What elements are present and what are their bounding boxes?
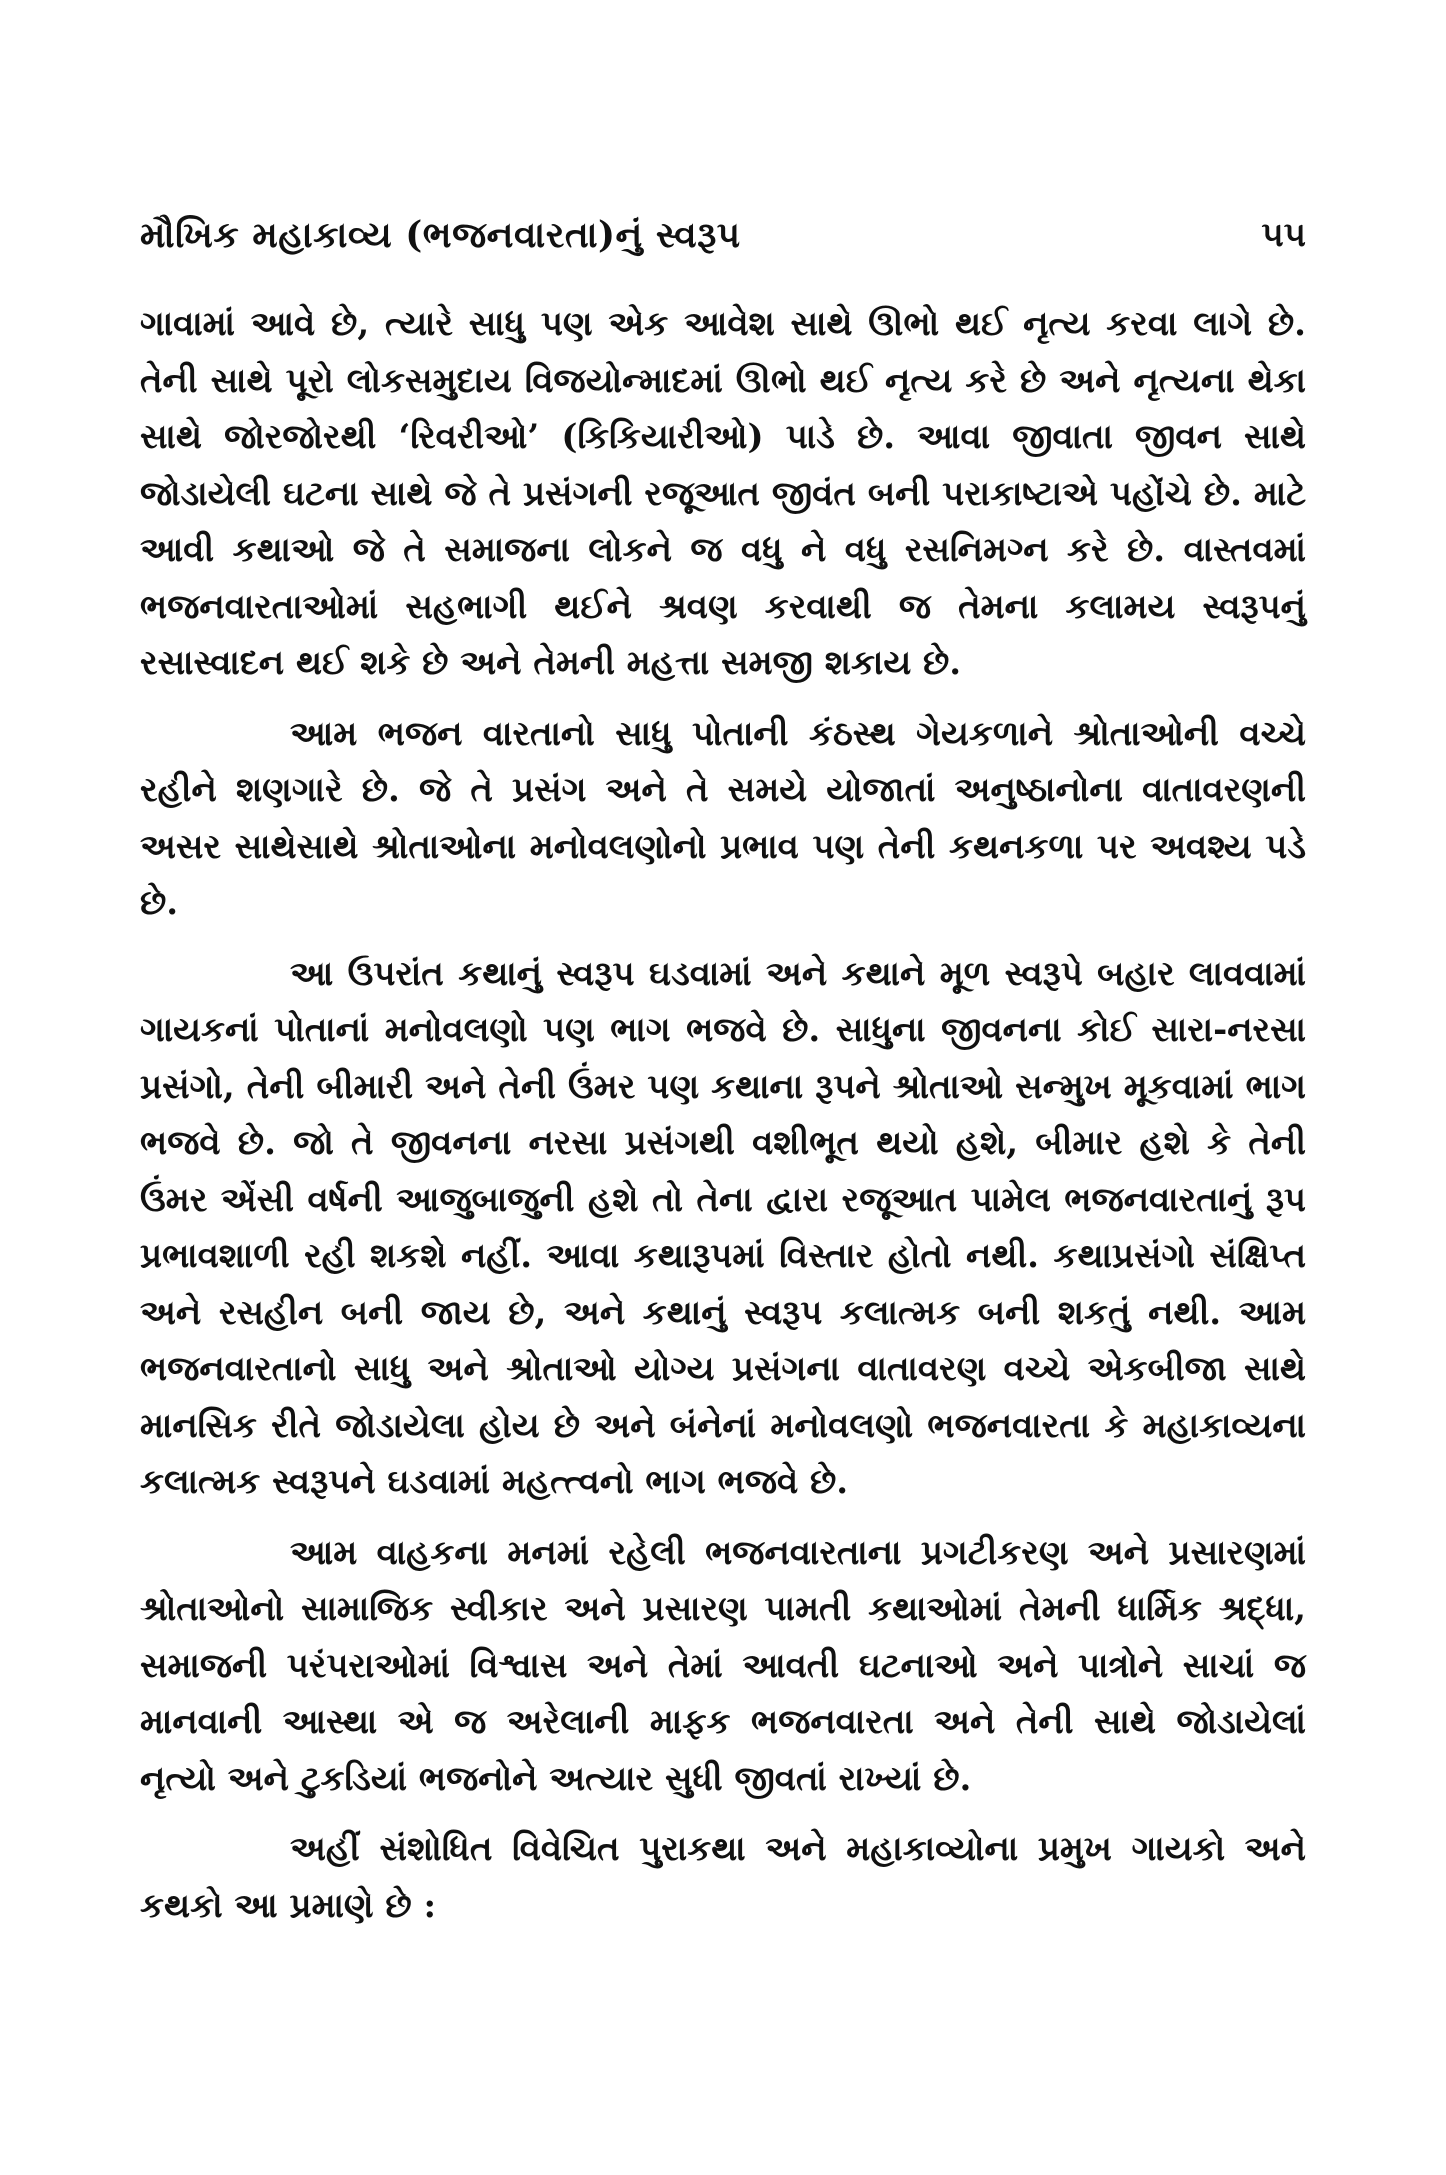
paragraph-4: આમ વાહકના મનમાં રહેલી ભજનવારતાના પ્રગટીકરણ અને પ્રસારણમાં શ્રોતાઓનો સામાજિક સ્વીકાર અને પ્રસારણ પામતી કથાઓમાં તેમની ધાર્મિક શ્રદ્ધા, સમાજની પરંપરાઓમાં વિશ્વાસ અને તેમાં આવતી ઘટનાઓ અને પાત્રોને સાચાં જ માનવાની આસ્થા એ જ અરેલાની માફક ભજનવારતા અને તેની સાથે જોડાયેલાં નૃત્યો અને ટુકડિયાં ભજનોને અત્યાર સુધી જીવતાં રાખ્યાં છે. [140, 1532, 1306, 1799]
page-number: ૫૫ [1261, 215, 1306, 255]
running-header [140, 205, 1306, 265]
body-text [140, 296, 1306, 1948]
paragraph-1: ગાવામાં આવે છે, ત્યારે સાધુ પણ એક આવેશ સાથે ઊભો થઈ નૃત્ય કરવા લાગે છે. તેની સાથે પૂરો લોકસમુદાય વિજયોન્માદમાં ઊભો થઈ નૃત્ય કરે છે અને નૃત્યના થેકા સાથે જોરજોરથી ‘રિવરીઓ’ (કિકિયારીઓ) પાડે છે. આવા જીવાતા જીવન સાથે જોડાયેલી ઘટના સાથે જે તે પ્રસંગની રજૂઆત જીવંત બની પરાકાષ્ટાએ પહોંચે છે. માટે આવી કથાઓ જે તે સમાજના લોકને જ વધુ ને વધુ રસનિમગ્ન કરે છે. વાસ્તવમાં ભજનવારતાઓમાં સહભાગી થઈને શ્રવણ કરવાથી જ તેમના કલામય સ્વરૂપનું રસાસ્વાદન થઈ શકે છે અને તેમની મહત્તા સમજી શકાય છે. [140, 304, 1306, 683]
chapter-title: મૌખિક મહાકાવ્ય (ભજનવારતા)નું સ્વરૂપ [140, 213, 741, 256]
paragraph-5: અહીં સંશોધિત વિવેચિત પુરાકથા અને મહાકાવ્યોના પ્રમુખ ગાયકો અને કથકો આ પ્રમાણે છે : [140, 1829, 1306, 1926]
paragraph-2: આમ ભજન વારતાનો સાધુ પોતાની કંઠસ્થ ગેયકળાને શ્રોતાઓની વચ્ચે રહીને શણગારે છે. જે તે પ્રસંગ અને તે સમયે યોજાતાં અનુષ્ઠાનોના વાતાવરણની અસર સાથેસાથે શ્રોતાઓના મનોવલણોનો પ્રભાવ પણ તેની કથનકળા પર અવશ્ય પડે છે. [140, 713, 1306, 923]
paragraph-3: આ ઉપરાંત કથાનું સ્વરૂપ ઘડવામાં અને કથાને મૂળ સ્વરૂપે બહાર લાવવામાં ગાયકનાં પોતાનાં મનોવલણો પણ ભાગ ભજવે છે. સાધુના જીવનના કોઈ સારા-નરસા પ્રસંગો, તેની બીમારી અને તેની ઉંમર પણ કથાના રૂપને શ્રોતાઓ સન્મુખ મૂકવામાં ભાગ ભજવે છે. જો તે જીવનના નરસા પ્રસંગથી વશીભૂત થયો હશે, બીમાર હશે કે તેની ઉંમર એંસી વર્ષની આજુબાજુની હશે તો તેના દ્વારા રજૂઆત પામેલ ભજનવારતાનું રૂપ પ્રભાવશાળી રહી શકશે નહીં. આવા કથારૂપમાં વિસ્તાર હોતો નથી. કથાપ્રસંગો સંક્ષિપ્ત અને રસહીન બની જાય છે, અને કથાનું સ્વરૂપ કલાત્મક બની શકતું નથી. આમ ભજનવારતાનો સાધુ અને શ્રોતાઓ યોગ્ય પ્રસંગના વાતાવરણ વચ્ચે એકબીજા સાથે માનસિક રીતે જોડાયેલા હોય છે અને બંનેનાં મનોવલણો ભજનવારતા કે મહાકાવ્યના કલાત્મક સ્વરૂપને ઘડવામાં મહત્ત્વનો ભાગ ભજવે છે. [140, 953, 1306, 1502]
